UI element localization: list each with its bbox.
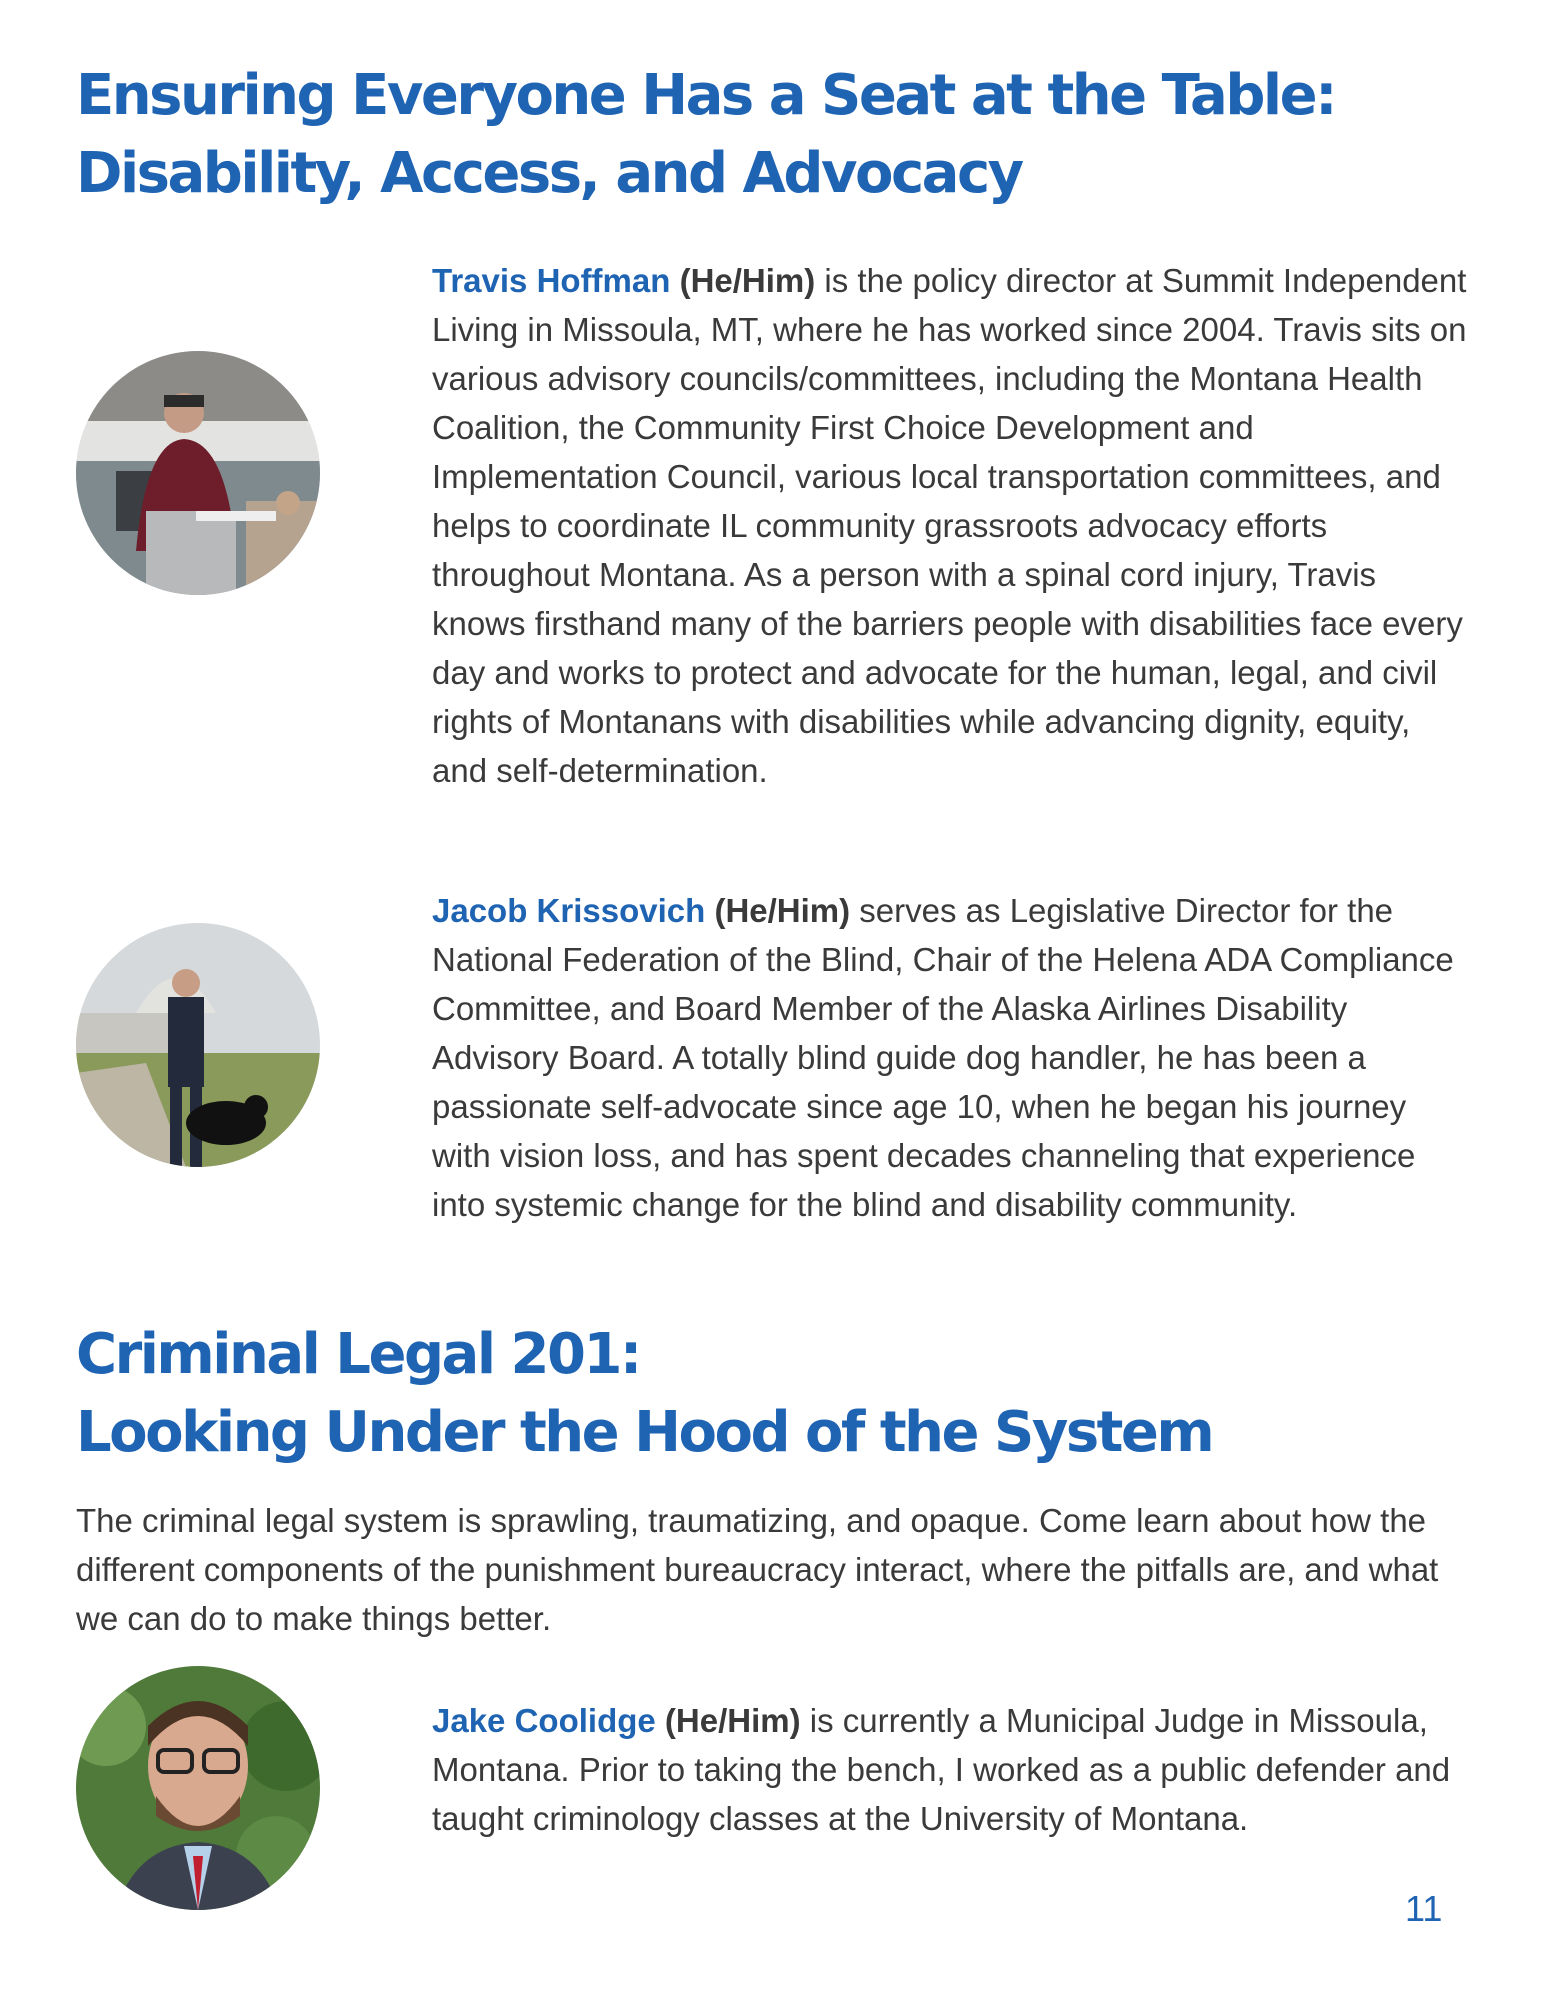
speaker-pronouns: (He/Him) [664, 1702, 801, 1739]
speaker-bio-text: is currently a Municipal Judge in Missoula, Montana. Prior to taking the bench, I worked as a public defender and taught criminology classes at the University of Montana. [432, 1702, 1451, 1837]
speaker-name: Travis Hoffman [432, 262, 671, 299]
section-title-line: Criminal Legal 201: [76, 1322, 640, 1387]
speaker-bio-text: is the policy director at Summit Independent Living in Missoula, MT, where he has worked since 2004. Travis sits on various advisory councils/committees, including the Montana Health Coalition, the Community First Choice Development and Implementation Council, various local transportation committees, and helps to coordinate IL community grassroots advocacy efforts throughout Montana. As a person with a spinal cord injury, Travis knows firsthand many of the barriers people with disabilities face every day and works to protect and advocate for the human, legal, and civil rights of Montanans with disabilities while advancing dignity, equity, and self-determination. [432, 262, 1467, 789]
speaker-name: Jacob Krissovich [432, 892, 706, 929]
section-title-line: Ensuring Everyone Has a Seat at the Table: [76, 63, 1335, 128]
section-intro: The criminal legal system is sprawling, traumatizing, and opaque. Come learn about how the different components of the punishment bureaucracy interact, where the pitfalls are, and what we can do to make things better. [76, 1502, 1439, 1637]
page-number: 11 [1405, 1888, 1443, 1929]
speaker-photo-jake-coolidge [76, 1666, 320, 1910]
speaker-pronouns: (He/Him) [679, 262, 816, 299]
speaker-photo-travis-hoffman [76, 351, 320, 595]
speaker-photo-jacob-krissovich [76, 923, 320, 1167]
section-title-line: Disability, Access, and Advocacy [76, 141, 1022, 206]
section-title-line: Looking Under the Hood of the System [76, 1400, 1213, 1465]
speaker-name: Jake Coolidge [432, 1702, 656, 1739]
section-title-disability-access [76, 57, 1335, 213]
speaker-bio-jake-coolidge [432, 1696, 1472, 1843]
section-title-criminal-legal [76, 1316, 1212, 1472]
speaker-pronouns: (He/Him) [714, 892, 851, 929]
speaker-bio-text: serves as Legislative Director for the National Federation of the Blind, Chair of the Helena ADA Compliance Committee, and Board Member of the Alaska Airlines Disability Advisory Board. A totally blind guide dog handler, he has been a passionate self-advocate since age 10, when he began his journey with vision loss, and has spent decades channeling that experience into systemic change for the blind and disability community. [432, 892, 1454, 1223]
speaker-bio-travis-hoffman [432, 256, 1472, 795]
speaker-bio-jacob-krissovich [432, 886, 1472, 1229]
